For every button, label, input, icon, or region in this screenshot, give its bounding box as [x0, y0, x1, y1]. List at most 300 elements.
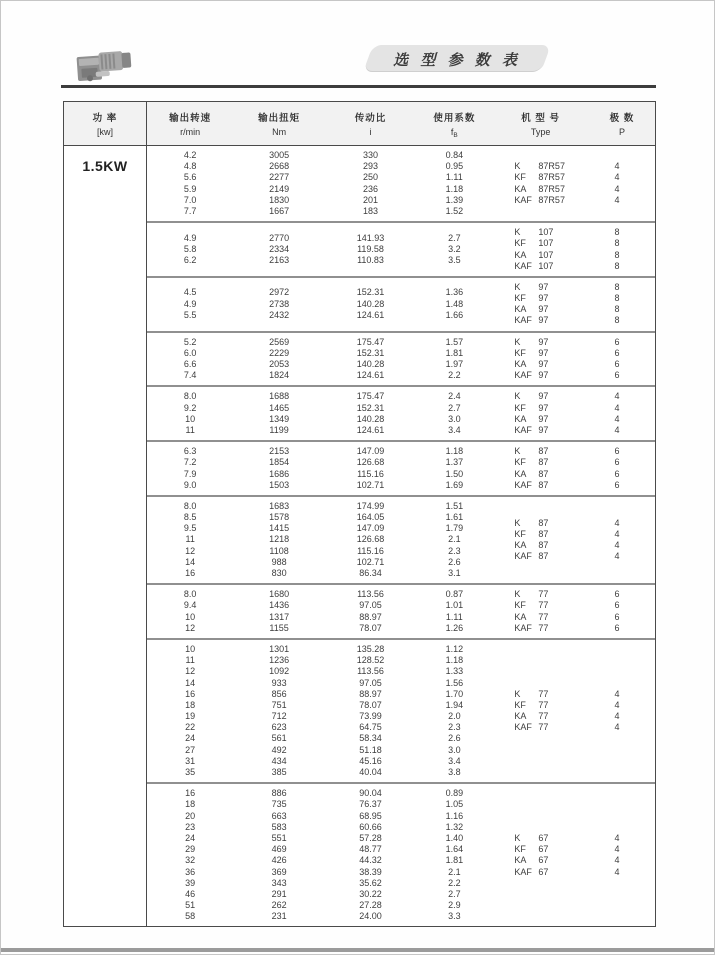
ratio-value: 88.97: [359, 611, 382, 622]
type-value: K 87: [514, 517, 549, 528]
speed-column: [147, 150, 233, 217]
type-value: K 67: [514, 832, 549, 843]
factor-value: 1.57: [445, 336, 464, 347]
ratio-value: 40.04: [359, 767, 382, 777]
speed-value: 11: [185, 655, 195, 666]
speed-value: 32: [185, 855, 196, 866]
ratio-value: 175.47: [356, 391, 385, 402]
type-column: [492, 589, 589, 634]
torque-value: 1503: [269, 479, 290, 490]
type-value: KAF 87: [514, 551, 549, 562]
column-header-type: [492, 102, 589, 145]
factor-value: 1.18: [445, 655, 464, 666]
type-column: [492, 391, 589, 436]
speed-value: 12: [185, 622, 196, 633]
type-value: KA 97: [514, 413, 549, 424]
page-title: 选 型 参 数 表: [393, 52, 521, 69]
speed-value: 7.9: [183, 468, 197, 479]
ratio-value: 183: [363, 205, 379, 216]
pole-value: 4: [614, 402, 620, 413]
factor-value: 1.32: [445, 821, 464, 832]
pole-column: [589, 788, 655, 922]
ratio-value: 293: [363, 161, 379, 172]
factor-value: 0.84: [445, 150, 464, 160]
speed-value: 9.5: [183, 523, 197, 534]
ratio-value: 68.95: [359, 810, 382, 821]
pole-column: [589, 227, 655, 272]
speed-value: 23: [185, 821, 196, 832]
pole-value: 4: [614, 517, 620, 528]
pole-value: 4: [614, 832, 620, 843]
type-value: KA 87: [514, 468, 549, 479]
speed-value: 6.3: [183, 446, 197, 457]
parameter-group: [147, 385, 655, 440]
ratio-value: 126.68: [356, 534, 385, 545]
speed-value: 8.5: [183, 512, 197, 523]
column-unit: Nm: [272, 127, 287, 137]
factor-value: 2.4: [448, 391, 461, 402]
pole-value: 8: [614, 304, 620, 315]
torque-value: 751: [271, 699, 287, 710]
torque-value: 2972: [269, 287, 290, 298]
factor-column: [416, 788, 492, 922]
ratio-value: 102.71: [356, 556, 385, 567]
torque-value: 1465: [269, 402, 290, 413]
pole-value: 4: [614, 424, 620, 435]
pole-value: 4: [614, 855, 620, 866]
factor-value: 1.36: [445, 287, 464, 298]
ratio-value: 115.16: [357, 468, 384, 479]
pole-value: 4: [614, 551, 620, 562]
torque-value: 434: [271, 755, 287, 766]
factor-value: 1.79: [445, 523, 464, 534]
factor-column: [416, 282, 492, 327]
torque-value: 2334: [269, 243, 290, 254]
speed-column: [147, 788, 233, 922]
factor-value: 2.7: [448, 402, 461, 413]
pole-value: 6: [614, 347, 620, 358]
torque-value: 1683: [269, 500, 290, 511]
factor-value: 2.7: [448, 888, 461, 899]
ratio-value: 124.61: [356, 309, 385, 320]
torque-value: 426: [271, 855, 287, 866]
parameter-group: [147, 638, 655, 782]
speed-value: 6.6: [183, 359, 197, 369]
factor-value: 1.97: [445, 359, 464, 369]
torque-value: 1236: [269, 655, 290, 666]
factor-value: 1.16: [445, 810, 464, 821]
ratio-value: 236: [363, 183, 379, 194]
factor-column: [416, 391, 492, 436]
factor-value: 1.66: [445, 309, 464, 320]
factor-value: 2.2: [448, 370, 461, 381]
ratio-value: 140.28: [356, 359, 385, 369]
torque-value: 2149: [269, 183, 290, 194]
type-value: KAF 107: [514, 260, 554, 271]
type-value: KA 77: [514, 611, 549, 622]
column-header-torque: [233, 102, 324, 145]
column-label: 传动比: [354, 113, 387, 124]
ratio-value: 78.07: [359, 699, 382, 710]
speed-value: 10: [185, 643, 196, 654]
type-value: KAF 87: [514, 479, 549, 490]
ratio-value: 27.28: [359, 900, 382, 911]
factor-value: 2.0: [448, 711, 461, 722]
torque-value: 1301: [269, 643, 290, 654]
ratio-value: 86.34: [359, 568, 382, 578]
type-value: KF 97: [514, 347, 549, 358]
type-column: [492, 150, 589, 217]
ratio-column: [325, 282, 416, 327]
factor-value: 1.94: [445, 699, 464, 710]
speed-column: [147, 337, 233, 382]
pole-value: 8: [614, 281, 620, 292]
ratio-column: [325, 644, 416, 778]
ratio-value: 126.68: [356, 457, 385, 468]
ratio-value: 140.28: [356, 298, 385, 309]
pole-value: 4: [614, 866, 620, 877]
ratio-value: 175.47: [356, 336, 385, 347]
parameter-group: [147, 221, 655, 276]
ratio-value: 152.31: [356, 287, 385, 298]
header-divider: [61, 85, 656, 88]
factor-value: 1.18: [445, 446, 464, 457]
type-value: KF 77: [514, 600, 549, 611]
speed-value: 9.4: [183, 600, 197, 611]
torque-value: 551: [271, 832, 287, 843]
speed-value: 6.2: [183, 255, 197, 266]
pole-value: 4: [614, 391, 620, 402]
torque-value: 262: [271, 900, 287, 911]
column-unit: r/min: [180, 127, 201, 137]
data-column-headers: [147, 102, 655, 145]
speed-value: 36: [185, 866, 196, 877]
column-label: 输出扭矩: [258, 113, 301, 124]
factor-value: 3.0: [448, 744, 461, 755]
ratio-value: 73.99: [359, 711, 382, 722]
factor-value: 1.48: [445, 298, 464, 309]
pole-column: [589, 150, 655, 217]
speed-value: 4.5: [183, 287, 197, 298]
ratio-value: 102.71: [356, 479, 385, 490]
torque-value: 886: [271, 788, 287, 799]
ratio-value: 119.58: [357, 243, 384, 254]
torque-value: 231: [271, 911, 287, 922]
type-value: KAF 67: [514, 866, 549, 877]
table-body: [64, 146, 655, 926]
speed-value: 29: [185, 844, 196, 855]
speed-value: 16: [185, 788, 196, 799]
speed-value: 5.9: [183, 183, 197, 194]
parameter-group: [147, 276, 655, 331]
factor-value: 2.1: [448, 534, 461, 545]
speed-column: [147, 391, 233, 436]
ratio-value: 147.09: [356, 523, 385, 534]
ratio-value: 51.18: [359, 744, 382, 755]
speed-value: 22: [185, 722, 196, 733]
factor-value: 3.4: [448, 424, 461, 435]
ratio-value: 88.97: [359, 688, 382, 699]
speed-value: 12: [185, 545, 196, 556]
type-value: KF 87R57: [514, 172, 565, 183]
type-value: K 77: [514, 688, 549, 699]
speed-value: 16: [185, 688, 196, 699]
pole-value: 8: [614, 249, 620, 260]
ratio-column: [325, 446, 416, 491]
ratio-value: 113.56: [357, 589, 384, 600]
column-label: 机 型 号: [521, 113, 561, 124]
table-groups: [147, 146, 655, 926]
ratio-value: 44.32: [359, 855, 382, 866]
ratio-value: 58.34: [359, 733, 382, 744]
type-column: [492, 282, 589, 327]
factor-value: 3.8: [448, 767, 461, 777]
type-column: [492, 227, 589, 272]
torque-column: [233, 788, 324, 922]
pole-value: 6: [614, 446, 620, 457]
type-value: KAF 87R57: [514, 194, 565, 205]
speed-value: 16: [185, 568, 196, 578]
speed-value: 20: [185, 810, 196, 821]
torque-value: 1680: [269, 589, 290, 600]
type-value: KF 97: [514, 293, 549, 304]
column-unit: Type: [530, 127, 551, 137]
factor-value: 2.9: [448, 900, 461, 911]
parameter-group: [147, 440, 655, 495]
torque-value: 1578: [269, 512, 290, 523]
factor-column: [416, 337, 492, 382]
ratio-value: 115.16: [357, 545, 384, 556]
speed-value: 8.0: [183, 391, 197, 402]
ratio-value: 113.56: [357, 666, 384, 677]
factor-value: 3.4: [448, 755, 461, 766]
speed-value: 58: [185, 911, 196, 922]
pole-column: [589, 589, 655, 634]
pole-value: 6: [614, 479, 620, 490]
pole-value: 4: [614, 183, 620, 194]
factor-value: 1.01: [445, 600, 464, 611]
ratio-value: 30.22: [359, 888, 382, 899]
ratio-value: 164.05: [356, 512, 385, 523]
factor-value: 2.3: [448, 722, 461, 733]
column-label: 极 数: [609, 113, 635, 124]
speed-value: 11: [185, 534, 195, 545]
type-value: KF 77: [514, 699, 549, 710]
factor-value: 2.6: [448, 733, 461, 744]
parameter-group: [147, 495, 655, 583]
column-label: 输出转速: [169, 113, 212, 124]
torque-column: [233, 337, 324, 382]
speed-value: 9.2: [183, 402, 197, 413]
speed-value: 8.0: [183, 589, 197, 600]
factor-value: 2.1: [448, 866, 461, 877]
torque-value: 291: [271, 888, 287, 899]
pole-value: 6: [614, 359, 620, 369]
type-value: KAF 77: [514, 722, 549, 733]
type-value: KA 87: [514, 540, 549, 551]
factor-value: 3.2: [448, 243, 461, 254]
column-unit: $f_B$: [450, 127, 458, 139]
speed-value: 18: [185, 799, 196, 810]
torque-column: [233, 282, 324, 327]
torque-value: 2153: [269, 446, 290, 457]
pole-column: [589, 391, 655, 436]
torque-column: [233, 589, 324, 634]
ratio-value: 78.07: [359, 622, 382, 633]
pole-value: 4: [614, 711, 620, 722]
factor-value: 1.52: [445, 205, 464, 216]
title-banner: [368, 45, 546, 72]
column-unit: [kw]: [96, 127, 113, 137]
gearmotor-photo-icon: [75, 43, 141, 83]
speed-value: 12: [185, 666, 196, 677]
torque-value: 712: [271, 711, 287, 722]
pole-value: 4: [614, 722, 620, 733]
torque-value: 492: [271, 744, 287, 755]
factor-value: 1.81: [445, 855, 464, 866]
factor-value: 1.11: [445, 172, 463, 183]
type-value: KF 67: [514, 844, 549, 855]
speed-value: 14: [185, 556, 196, 567]
torque-value: 1688: [269, 391, 290, 402]
factor-value: 1.26: [445, 622, 464, 633]
torque-value: 1349: [269, 413, 290, 424]
pole-value: 6: [614, 370, 620, 381]
torque-value: 583: [271, 821, 287, 832]
factor-value: 1.51: [445, 500, 464, 511]
torque-column: [233, 227, 324, 272]
factor-value: 1.18: [445, 183, 464, 194]
factor-column: [416, 227, 492, 272]
ratio-value: 174.99: [356, 500, 385, 511]
torque-value: 1854: [269, 457, 290, 468]
speed-column: [147, 446, 233, 491]
factor-value: 2.3: [448, 545, 461, 556]
ratio-value: 201: [363, 194, 379, 205]
type-column: [492, 446, 589, 491]
ratio-value: 330: [363, 150, 379, 160]
factor-value: 2.6: [448, 556, 461, 567]
torque-column: [233, 391, 324, 436]
factor-value: 0.95: [445, 161, 464, 172]
speed-value: 8.0: [183, 500, 197, 511]
torque-value: 1436: [269, 600, 290, 611]
type-value: K 87R57: [514, 161, 565, 172]
ratio-column: [325, 227, 416, 272]
factor-value: 1.56: [445, 677, 464, 688]
torque-value: 2738: [269, 298, 290, 309]
ratio-value: 76.37: [359, 799, 382, 810]
parameter-group: [147, 583, 655, 638]
pole-value: 8: [614, 293, 620, 304]
speed-value: 5.6: [183, 172, 197, 183]
ratio-value: 140.28: [356, 413, 385, 424]
pole-value: 4: [614, 413, 620, 424]
factor-value: 1.11: [445, 611, 463, 622]
pole-value: 6: [614, 457, 620, 468]
pole-value: 4: [614, 688, 620, 699]
speed-value: 7.0: [183, 194, 197, 205]
factor-value: 2.7: [448, 232, 461, 243]
ratio-column: [325, 150, 416, 217]
speed-column: [147, 501, 233, 579]
torque-value: 1317: [269, 611, 290, 622]
factor-value: 0.87: [445, 589, 464, 600]
speed-value: 10: [185, 611, 196, 622]
torque-value: 343: [271, 877, 287, 888]
ratio-value: 60.66: [359, 821, 382, 832]
factor-value: 1.64: [445, 844, 464, 855]
torque-value: 2668: [269, 161, 290, 172]
torque-value: 2229: [269, 347, 290, 358]
type-column: [492, 788, 589, 922]
torque-value: 1199: [269, 424, 289, 435]
speed-value: 5.5: [183, 309, 197, 320]
ratio-column: [325, 337, 416, 382]
type-value: KF 87: [514, 528, 549, 539]
torque-value: 2163: [269, 255, 290, 266]
type-value: KF 87: [514, 457, 549, 468]
factor-value: 1.05: [445, 799, 464, 810]
torque-value: 561: [271, 733, 287, 744]
type-value: K 107: [514, 227, 554, 238]
pole-value: 4: [614, 194, 620, 205]
speed-value: 7.2: [183, 457, 197, 468]
pole-column: [589, 337, 655, 382]
pole-value: 8: [614, 238, 620, 249]
column-header-ratio: [325, 102, 416, 145]
torque-value: 1667: [269, 205, 290, 216]
parameter-group: [147, 782, 655, 926]
speed-column: [147, 589, 233, 634]
type-column: [492, 501, 589, 579]
ratio-value: 128.52: [356, 655, 385, 666]
factor-column: [416, 446, 492, 491]
factor-value: 3.3: [448, 911, 461, 922]
column-unit: i: [369, 127, 372, 137]
torque-value: 3005: [269, 150, 290, 160]
torque-value: 2569: [269, 336, 290, 347]
pole-value: 6: [614, 611, 620, 622]
type-value: KAF 97: [514, 370, 549, 381]
column-header-service-factor: [416, 102, 492, 145]
torque-value: 2770: [269, 232, 290, 243]
speed-value: 11: [185, 424, 195, 435]
column-header-poles: [589, 102, 655, 145]
factor-column: [416, 589, 492, 634]
power-value: 1.5KW: [82, 158, 128, 174]
torque-value: 2277: [269, 172, 290, 183]
torque-value: 1686: [269, 468, 290, 479]
speed-value: 39: [185, 877, 196, 888]
ratio-value: 48.77: [359, 844, 382, 855]
torque-column: [233, 150, 324, 217]
speed-value: 4.8: [183, 161, 197, 172]
speed-column: [147, 644, 233, 778]
column-header-speed: [147, 102, 233, 145]
type-value: KAF 97: [514, 424, 549, 435]
speed-value: 24: [185, 832, 196, 843]
type-value: K 97: [514, 281, 549, 292]
factor-value: 3.1: [448, 568, 461, 578]
ratio-column: [325, 501, 416, 579]
pole-value: 4: [614, 528, 620, 539]
type-value: K 97: [514, 336, 549, 347]
ratio-value: 97.05: [359, 677, 382, 688]
type-value: KF 107: [514, 238, 554, 249]
pole-value: 4: [614, 844, 620, 855]
torque-value: 469: [271, 844, 287, 855]
